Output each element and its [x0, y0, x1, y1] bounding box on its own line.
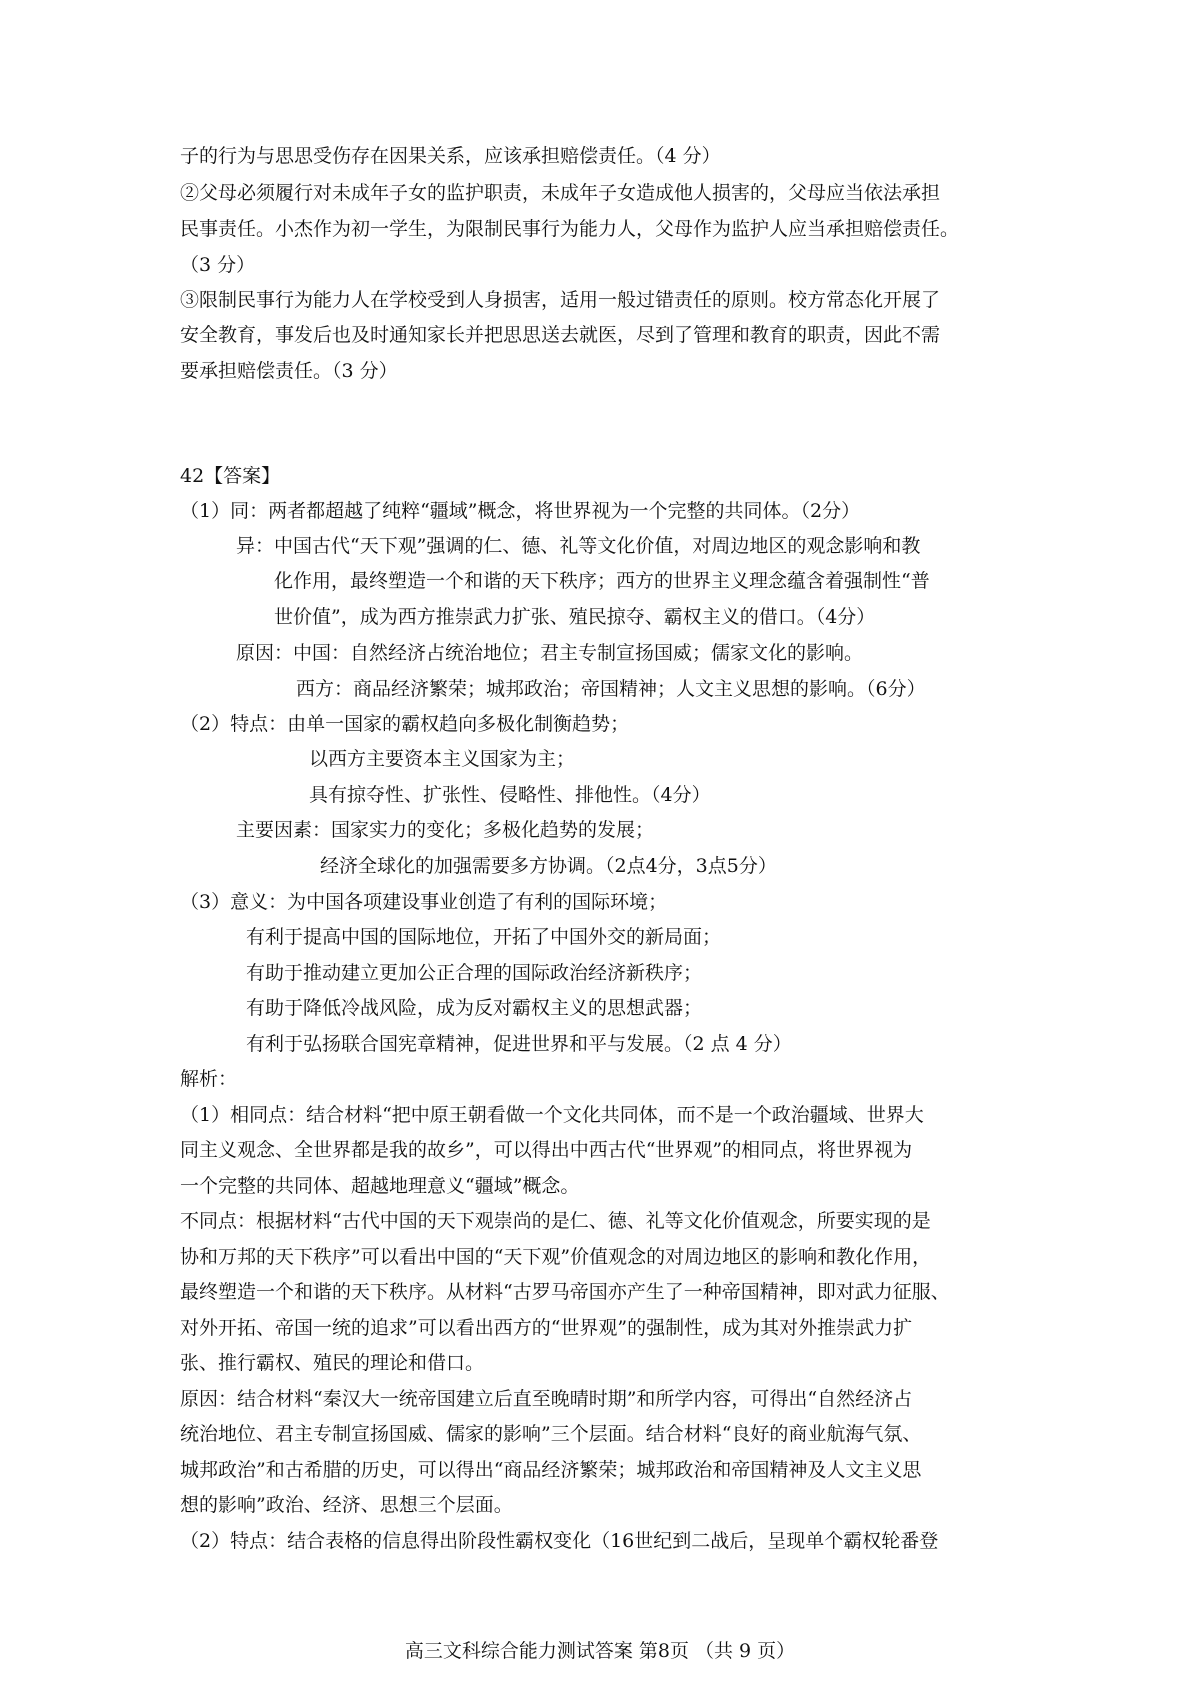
text-line: 安全教育，事发后也及时通知家长并把思思送去就医，尽到了管理和教育的职责，因此不需 [180, 324, 941, 346]
text-line: 民事责任。小杰作为初一学生，为限制民事行为能力人，父母作为监护人应当承担赔偿责任。 [180, 218, 960, 240]
text-line: 要承担赔偿责任。（3 分） [180, 360, 398, 382]
text-line: 原因：结合材料“秦汉大一统帝国建立后直至晚晴时期”和所学内容，可得出“自然经济占 [180, 1388, 913, 1410]
text-line: 西方：商品经济繁荣；城邦政治；帝国精神；人文主义思想的影响。（6分） [296, 678, 926, 700]
text-line: 有利于弘扬联合国宪章精神，促进世界和平与发展。（2 点 4 分） [246, 1033, 792, 1055]
text-line: （2）特点：结合表格的信息得出阶段性霸权变化（16世纪到二战后，呈现单个霸权轮番登 [180, 1530, 939, 1552]
text-line: （3）意义：为中国各项建设事业创造了有利的国际环境； [180, 891, 668, 913]
text-line: 具有掠夺性、扩张性、侵略性、排他性。（4分） [309, 784, 711, 806]
text-line: 异：中国古代“天下观”强调的仁、德、礼等文化价值，对周边地区的观念影响和教 [236, 535, 921, 557]
text-line: ②父母必须履行对未成年子女的监护职责，未成年子女造成他人损害的，父母应当依法承担 [180, 182, 941, 204]
text-line: 原因：中国：自然经济占统治地位；君主专制宣扬国威；儒家文化的影响。 [236, 642, 864, 664]
text-line: 同主义观念、全世界都是我的故乡”，可以得出中西古代“世界观”的相同点，将世界视为 [180, 1139, 913, 1161]
text-line: 最终塑造一个和谐的天下秩序。从材料“古罗马帝国亦产生了一种帝国精神，即对武力征服、 [180, 1281, 950, 1303]
question-heading: 42【答案】 [180, 465, 281, 487]
text-line: 经济全球化的加强需要多方协调。（2点4分，3点5分） [320, 855, 777, 877]
text-line: 统治地位、君主专制宣扬国威、儒家的影响”三个层面。结合材料“良好的商业航海气氛、 [180, 1423, 922, 1445]
text-line: 协和万邦的天下秩序”可以看出中国的“天下观”价值观念的对周边地区的影响和教化作用， [180, 1246, 932, 1268]
text-line: 化作用，最终塑造一个和谐的天下秩序；西方的世界主义理念蕴含着强制性“普 [274, 570, 930, 592]
text-line: （1）同：两者都超越了纯粹“疆域”概念，将世界视为一个完整的共同体。（2分） [180, 500, 861, 522]
text-line: ③限制民事行为能力人在学校受到人身损害，适用一般过错责任的原则。校方常态化开展了 [180, 289, 941, 311]
text-line: （3 分） [180, 254, 256, 276]
text-line: 不同点：根据材料“古代中国的天下观崇尚的是仁、德、礼等文化价值观念，所要实现的是 [180, 1210, 931, 1232]
text-line: 有助于推动建立更加公正合理的国际政治经济新秩序； [246, 962, 703, 984]
page-footer: 高三文科综合能力测试答案 第8页 （共 9 页） [404, 1640, 796, 1662]
analysis-heading: 解析： [180, 1068, 238, 1090]
text-line: （2）特点：由单一国家的霸权趋向多极化制衡趋势； [180, 713, 630, 735]
text-line: 想的影响”政治、经济、思想三个层面。 [180, 1494, 513, 1516]
text-line: 子的行为与思思受伤存在因果关系，应该承担赔偿责任。（4 分） [180, 145, 721, 167]
text-line: 对外开拓、帝国一统的追求”可以看出西方的“世界观”的强制性，成为其对外推崇武力扩 [180, 1317, 913, 1339]
text-line: 一个完整的共同体、超越地理意义“疆域”概念。 [180, 1175, 580, 1197]
text-line: 有助于降低冷战风险，成为反对霸权主义的思想武器； [246, 997, 703, 1019]
text-line: 主要因素：国家实力的变化；多极化趋势的发展； [236, 819, 655, 841]
text-line: 以西方主要资本主义国家为主； [309, 748, 576, 770]
text-line: 城邦政治”和古希腊的历史，可以得出“商品经济繁荣；城邦政治和帝国精神及人文主义思 [180, 1459, 922, 1481]
text-line: 张、推行霸权、殖民的理论和借口。 [180, 1352, 485, 1374]
text-line: （1）相同点：结合材料“把中原王朝看做一个文化共同体，而不是一个政治疆域、世界大 [180, 1104, 924, 1126]
text-line: 世价值”，成为西方推崇武力扩张、殖民掠夺、霸权主义的借口。（4分） [274, 606, 876, 628]
text-line: 有利于提高中国的国际地位，开拓了中国外交的新局面； [246, 926, 722, 948]
